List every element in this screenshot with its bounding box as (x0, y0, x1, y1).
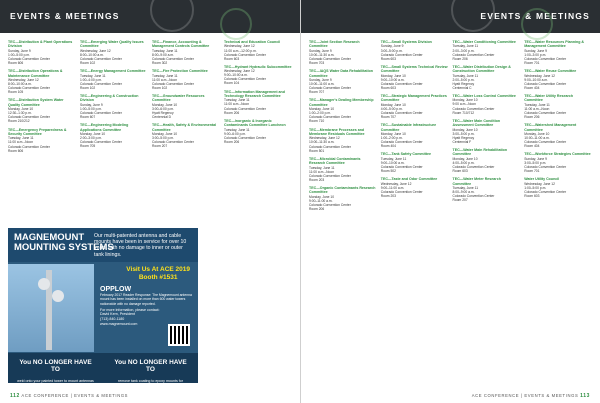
meeting-detail: 1:00–5:00 p.m. (8, 52, 30, 57)
meeting-entry (453, 94, 521, 115)
meeting-name: TEC—Emerging Water Quality Issues Committee (80, 40, 144, 49)
meeting-detail: Sunday, June 9 (524, 48, 547, 53)
meeting-entry (381, 40, 449, 61)
meeting-detail: Colorado Convention Center (524, 140, 567, 145)
meeting-detail: 8:00–9:00 a.m. (452, 190, 475, 195)
meeting-detail: Colorado Convention Center (524, 57, 567, 61)
meeting-detail: Colorado Convention Center (380, 140, 423, 145)
meeting-entry (152, 40, 220, 65)
meeting-detail: Tuesday, June 11 (8, 136, 34, 141)
ad-footer-left-text: weld onto your painted tower to mount antennas or cables. (17, 379, 94, 388)
meeting-detail: 10:00–11:00 a.m. (309, 82, 335, 87)
meeting-detail: Monday, June 10 (452, 98, 478, 103)
meeting-detail: 2:00–3:00 p.m. (80, 136, 102, 141)
meeting-entry (224, 119, 292, 144)
meeting-detail: Colorado Convention Center (452, 52, 495, 57)
meeting-detail: 8:00–10:00 a.m. (80, 52, 104, 57)
ad-footer-left-heading: You NO LONGER HAVE TO (19, 359, 92, 373)
meeting-name: TEC—Manager's Dealing Membership Committee (309, 98, 374, 107)
meeting-detail: Room 404 (524, 85, 540, 90)
meeting-entry (152, 94, 220, 119)
meeting-detail: 10:00–11:30 a.m. (309, 140, 335, 145)
meeting-entry (524, 94, 592, 119)
meeting-entry (80, 123, 148, 148)
meeting-detail: 9:00–6:00 p.m. (224, 131, 246, 136)
meeting-name: TEC—Fire Protection Committee (152, 69, 208, 74)
meeting-detail: 9:00–10:00 a.m. (380, 77, 405, 82)
meeting-name: TEC—Emergency Preparedness & Security Committee (8, 127, 67, 136)
meeting-detail: Wednesday, June 12 (8, 78, 39, 82)
meeting-entry (309, 186, 377, 211)
meeting-detail: 11:00 a.m.–Noon (309, 169, 335, 174)
meeting-name: TEC—Health, Safety & Environmental Committee (152, 123, 217, 132)
meeting-entry (381, 123, 449, 148)
meeting-detail: 11:00 a.m.–Noon (524, 106, 550, 111)
meeting-detail: Monday, June 10 (380, 102, 406, 107)
meeting-detail: Monday, June 10 (380, 131, 406, 136)
meeting-detail: Wednesday, June 12 (80, 48, 111, 53)
meeting-entry (152, 123, 220, 148)
meeting-detail: 9:00–10:00 a.m. (524, 77, 549, 82)
meeting-entry (381, 94, 449, 119)
meeting-detail: Room 710/712 (452, 110, 475, 115)
meeting-entry (524, 40, 592, 65)
meeting-detail: Monday, June 10 (380, 73, 406, 78)
meeting-detail: Sunday, June 9 (80, 102, 103, 107)
right-footer (472, 393, 590, 399)
meeting-detail: Room 502 (380, 169, 396, 174)
meeting-detail: Room 701 (524, 169, 540, 174)
meeting-name: TEC—Tank Safety Committee (380, 152, 432, 157)
meeting-detail: Room 302 (152, 61, 168, 66)
meeting-entry (8, 98, 76, 123)
meeting-detail: 1:00–2:00 p.m. (380, 136, 403, 141)
ad-footer-right (103, 353, 198, 388)
meeting-detail: Hyatt Regency (452, 81, 475, 86)
right-page (300, 0, 600, 403)
ad-header (8, 228, 198, 262)
meeting-detail: 3:00–5:00 p.m. (152, 136, 174, 141)
meeting-name: TEC—Water Distribution Design & Construction Committee (452, 64, 511, 74)
meeting-detail: Tuesday, June 11 (309, 165, 335, 170)
ad-footer-left (8, 353, 103, 388)
meeting-entry (152, 69, 220, 90)
magnemount-ad (8, 228, 198, 388)
meeting-detail: Colorado Convention Center (452, 194, 495, 199)
meeting-detail: Room 501 (309, 148, 325, 153)
meeting-detail: 9:00 a.m.–Noon (452, 102, 476, 107)
meeting-name: TEC—Watershed Management Committee (524, 123, 577, 132)
meeting-entry (453, 65, 521, 90)
left-footer-text: ACE CONFERENCE | EVENTS & MEETINGS (21, 393, 129, 398)
meeting-detail: Colorado Convention Center (452, 164, 495, 169)
meeting-detail: Colorado Convention Center (80, 81, 122, 86)
left-footer (10, 393, 128, 399)
meeting-detail: Monday, June 10 (452, 156, 478, 161)
meeting-detail: Room 607 (80, 115, 96, 120)
meeting-detail: Wednesday, June 12 (524, 181, 555, 186)
meeting-detail: Room 707 (309, 90, 325, 95)
meeting-detail: Monday, June 10 (309, 194, 335, 199)
meeting-detail: Room 404 (380, 144, 396, 149)
meeting-detail: Colorado Convention Center (309, 86, 351, 91)
meeting-detail: Room 603 (452, 169, 468, 174)
schedule-column (152, 40, 220, 157)
meeting-name: TEC—Water Conditioning Committee (452, 40, 516, 44)
meeting-detail: Colorado Convention Center (309, 144, 351, 149)
meeting-detail: Colorado Convention Center (524, 110, 567, 115)
meeting-name: TEC—Water Reuse Committee (524, 69, 577, 74)
right-footer-text: ACE CONFERENCE | EVENTS & MEETINGS (471, 393, 579, 398)
ad-contact-line2: David Kern, President (100, 312, 135, 317)
meeting-detail: Room 705 (80, 144, 96, 149)
meeting-name: TEC—Small Systems Technical Review Committee (380, 64, 448, 74)
meeting-name: TEC—Strategic Management Practices Committee (380, 93, 447, 103)
meeting-entry (524, 177, 592, 198)
meeting-detail: Room 206 (224, 139, 240, 144)
meeting-detail: Colorado Convention Center (524, 189, 567, 194)
meeting-detail: Room 206 (224, 110, 240, 115)
meeting-name: TEC—Water Main Condition Assessment Committee (452, 118, 501, 128)
left-banner (0, 0, 300, 33)
meeting-detail: 1:00–5:00 p.m. (524, 185, 547, 190)
ad-info (100, 286, 192, 326)
meeting-detail: Monday, June 10 (8, 107, 34, 112)
meeting-detail: 9:00–10:00 a.m. (224, 73, 248, 78)
schedule-column (524, 40, 592, 215)
ad-contact-line3: (713) 840-1180 (100, 317, 125, 322)
meeting-detail: Hyatt Regency (452, 135, 475, 140)
meeting-detail: Room 207 (152, 144, 168, 149)
ad-footer-right-text: remove tank coating to epoxy mounts for antennas or cables. (118, 379, 183, 388)
meeting-name: TEC—Distribution & Plant Operations Division (8, 40, 73, 49)
schedule-column (80, 40, 148, 157)
meeting-detail: Colorado Convention Center (452, 106, 495, 111)
ad-visit-booth (126, 266, 190, 281)
right-banner-title: EVENTS & MEETINGS (480, 11, 590, 21)
meeting-detail: Room 102 (152, 85, 168, 90)
antenna-dish-icon (38, 278, 50, 290)
meeting-entry (524, 123, 592, 148)
meeting-detail: Monday, June 10 (152, 131, 178, 136)
meeting-entry (80, 40, 148, 65)
meeting-detail: Tuesday, June 11 (80, 73, 106, 78)
meeting-detail: 1:00–2:00 p.m. (309, 111, 331, 116)
meeting-detail: Room 207 (452, 198, 468, 203)
meeting-detail: Sunday, June 9 (524, 156, 547, 161)
qr-code-icon (168, 324, 190, 346)
meeting-detail: Colorado Convention Center (224, 106, 266, 111)
meeting-name: TEC—Membrane Processes and Membrane Residuals Committee (309, 127, 365, 136)
meeting-entry (309, 40, 377, 65)
meeting-entry (381, 152, 449, 173)
meeting-detail: Centennial D (152, 115, 172, 120)
meeting-detail: 11:00 a.m.–12:00 p.m. (224, 48, 257, 53)
ad-footer-right-heading: You NO LONGER HAVE TO (114, 359, 187, 373)
meeting-detail: Monday, June 10 (80, 131, 106, 136)
meeting-detail: Monday, June 10 (309, 107, 335, 112)
meeting-detail: Colorado Convention Center (380, 189, 423, 194)
meeting-detail: Room 206 (452, 56, 468, 61)
ad-contact-line4: www.magnemount.com (100, 321, 138, 326)
meeting-detail: Colorado Convention Center (309, 173, 351, 178)
meeting-detail: 11:00 a.m.–Noon (152, 77, 178, 82)
meeting-name: TEC—Joint Section Research Committee (309, 40, 360, 49)
meeting-detail: Room 206 (524, 115, 540, 120)
meeting-name: TEC—Water Main Rehabilitation Committee (452, 147, 508, 157)
meeting-detail: Centennial C (452, 85, 472, 90)
meeting-entry (381, 177, 449, 198)
meeting-entry (453, 119, 521, 144)
meeting-name: TEC—Energy Management Committee (80, 69, 146, 74)
meeting-name: TEC—Finance, Accounting & Management Controls Committee (152, 40, 210, 49)
schedule-column (224, 40, 292, 157)
meeting-detail: Room 210/212 (8, 119, 30, 124)
meeting-detail: Colorado Convention Center (224, 135, 266, 140)
meeting-entry (309, 69, 377, 94)
meeting-detail: Colorado Convention Center (8, 144, 50, 149)
meeting-detail: 12:30–1:30 p.m. (8, 111, 32, 116)
left-banner-title: EVENTS & MEETINGS (10, 11, 120, 21)
schedule-column (309, 40, 377, 215)
meeting-detail: Colorado Convention Center (152, 81, 194, 86)
meeting-name: TEC—Water Loss Control Committee (452, 93, 516, 98)
meeting-detail: 3:00–5:00 p.m. (452, 131, 475, 136)
meeting-detail: Colorado Convention Center (224, 52, 266, 57)
meeting-detail: Colorado Convention Center (309, 115, 351, 120)
ad-contact-line1: For more information, please contact: (100, 307, 160, 312)
meeting-detail: Colorado Convention Center (80, 140, 122, 145)
meeting-detail: 3:00–5:00 p.m. (380, 48, 403, 53)
meeting-detail: Room 603 (380, 85, 396, 90)
meeting-detail: Colorado Convention Center (8, 86, 50, 91)
meeting-entry (8, 128, 76, 153)
antenna-dish-icon (52, 290, 64, 302)
meeting-entry (309, 157, 377, 182)
meeting-detail: 8:00–10:00 a.m. (8, 82, 32, 87)
meeting-entry (8, 40, 76, 65)
left-page-number: 112 (10, 393, 20, 399)
meeting-detail: Room 102 (80, 61, 96, 66)
meeting-name: Technical and Education Council (224, 40, 281, 44)
meeting-name: TEC—Information Management and Technology Research Committee (224, 89, 285, 98)
meeting-name: Water Utility Council (524, 177, 560, 182)
meeting-detail: Room 206 (309, 207, 325, 212)
meeting-detail: 8:00–9:00 a.m. (152, 52, 174, 57)
meeting-name: TEC—Taste and Odor Committee (380, 177, 438, 182)
meeting-detail: Wednesday, June 12 (524, 73, 555, 78)
meeting-detail: Colorado Convention Center (524, 81, 567, 86)
meeting-detail: Centennial F (452, 139, 472, 144)
meeting-detail: Wednesday, June 12 (224, 69, 255, 74)
ad-tower-photo (8, 264, 94, 352)
meeting-entry (453, 177, 521, 202)
meeting-detail: Colorado Convention Center (80, 57, 122, 61)
meeting-entry (453, 148, 521, 173)
meeting-detail: Room 105 (8, 90, 24, 95)
meeting-entry (80, 94, 148, 119)
meeting-name: TEC—Microbial Contaminants Research Committee (309, 156, 361, 166)
meeting-detail: Colorado Convention Center (152, 57, 194, 61)
meeting-detail: Sunday, June 9 (8, 48, 31, 53)
meeting-detail: 2:00–5:00 p.m. (452, 77, 475, 82)
meeting-entry (381, 65, 449, 90)
meeting-entry (309, 98, 377, 123)
meeting-detail: Tuesday, June 11 (452, 73, 479, 78)
meeting-detail: Room 710 (309, 119, 325, 124)
meeting-detail: Colorado Convention Center (524, 164, 567, 169)
meeting-name: TEC—Water Meter Research Committee (452, 177, 501, 186)
meeting-name: TEC—Sustainable Infrastructure Committee (380, 123, 437, 132)
meeting-detail: 11:00 a.m.–Noon (224, 102, 250, 107)
meeting-detail: Sunday, June 9 (309, 78, 332, 82)
meeting-name: TEC—IAQS Water Data Rehabilitation Committee (309, 69, 373, 78)
meeting-detail: Colorado Convention Center (380, 81, 423, 86)
right-columns (309, 40, 592, 215)
meeting-detail: 9:00–11:00 a.m. (309, 198, 333, 203)
left-columns (8, 40, 292, 157)
meeting-detail: Room 606 (8, 61, 24, 66)
meeting-entry (453, 40, 521, 61)
meeting-detail: Room 603 (224, 56, 240, 61)
meeting-detail: Room 606 (8, 148, 24, 153)
meeting-name: TEC—Workforce Strategies Committee (524, 152, 591, 157)
meeting-detail: Room 203 (309, 177, 325, 182)
ad-footer (8, 353, 198, 388)
meeting-name: TEC—Small Systems Division (380, 40, 432, 44)
meeting-entry (8, 69, 76, 94)
meeting-detail: Tuesday, June 11 (452, 185, 479, 190)
meeting-detail: Monday, June 10 (452, 127, 478, 132)
meeting-detail: 1:00–3:00 p.m. (524, 52, 547, 57)
meeting-detail: 9:00–11:00 a.m. (380, 185, 405, 190)
ad-tagline: Our multi-patented antenna and cable mounts have been in service for over 10 years with no damage to inner or outer tank linings. (94, 233, 187, 258)
meeting-detail: Colorado Convention Center (80, 110, 122, 115)
meeting-entry (224, 40, 292, 61)
meeting-detail: Sunday, June 9 (309, 48, 332, 53)
meeting-detail: Room 603 (380, 56, 396, 61)
meeting-detail: Wednesday, June 12 (309, 136, 340, 141)
meeting-detail: 2:00–3:00 p.m. (452, 48, 475, 53)
meeting-detail: 1:00–5:00 p.m. (80, 106, 102, 111)
meeting-detail: 11:00 a.m.–Noon (8, 140, 34, 145)
meeting-detail: Room 404 (524, 144, 540, 149)
meeting-detail: Hyatt Regency (152, 110, 174, 115)
right-page-number: 113 (580, 393, 590, 399)
ad-oppl-heading: OPPLOW (100, 286, 132, 293)
meeting-entry (524, 152, 592, 173)
meeting-detail: 3:00–6:00 p.m. (152, 106, 174, 111)
meeting-detail: Colorado Convention Center (309, 202, 351, 207)
meeting-detail: 3:00–5:00 p.m. (524, 160, 547, 165)
meeting-detail: Room 701 (524, 61, 540, 66)
meeting-detail: Room 703 (309, 61, 325, 66)
meeting-detail: Room 707 (380, 115, 396, 120)
meeting-detail: Room 603 (524, 193, 540, 198)
ad-brand-line1: MAGNEMOUNT (14, 232, 85, 243)
meeting-entry (224, 65, 292, 86)
meeting-detail: Colorado Convention Center (8, 115, 50, 120)
meeting-detail: 9:00–10:00 a.m. (380, 160, 405, 165)
meeting-detail: Colorado Convention Center (224, 77, 266, 82)
meeting-detail: Colorado Convention Center (8, 57, 50, 61)
meeting-detail: Colorado Convention Center (309, 57, 351, 61)
meeting-detail: Tuesday, June 11 (380, 156, 407, 161)
meeting-detail: Wednesday, June 12 (224, 44, 255, 49)
schedule-column (8, 40, 76, 157)
meeting-detail: Monday, June 10 (152, 102, 178, 107)
right-banner (301, 0, 600, 33)
meeting-name: TEC—Distribution Operations & Maintenance Committee (8, 69, 63, 78)
meeting-detail: Colorado Convention Center (380, 164, 423, 169)
meeting-detail: 1:00–4:00 p.m. (80, 77, 102, 82)
meeting-name: TEC—Water Resources Planning & Management Committee (524, 40, 585, 49)
meeting-name: TEC—Organic Contaminants Research Committee (309, 185, 376, 195)
meeting-detail: Tuesday, June 11 (224, 98, 250, 103)
meeting-entry (309, 128, 377, 153)
meeting-detail: Sunday, June 9 (380, 44, 404, 49)
meeting-name: TEC—Water Utility Research Committee (524, 93, 574, 103)
meeting-entry (224, 90, 292, 115)
ad-visit-line1: Visit Us At ACE 2019 (126, 266, 190, 273)
meeting-detail: Room 104 (224, 81, 240, 86)
meeting-detail: 4:00–5:00 p.m. (380, 106, 403, 111)
schedule-column (381, 40, 449, 215)
meeting-name: TEC—Distribution System Water Quality Committee (8, 98, 64, 107)
meeting-entry (80, 69, 148, 90)
meeting-detail: 10:00–11:30 a.m. (309, 52, 335, 57)
meeting-detail: Wednesday, June 12 (380, 181, 412, 186)
ad-brand-line2: MOUNTING SYSTEMS (14, 242, 114, 253)
meeting-detail: Tuesday, June 11 (452, 44, 479, 49)
meeting-detail: Room 203 (380, 193, 396, 198)
meeting-name: TEC—Engineering Modeling Applications Committee (80, 123, 129, 132)
meeting-name: TEC—Engineering & Construction Division (80, 93, 139, 103)
ad-visit-line2: Booth #1531 (138, 273, 178, 281)
meeting-detail: Tuesday, June 11 (152, 48, 178, 53)
meeting-entry (524, 69, 592, 90)
schedule-column (453, 40, 521, 215)
meeting-name: TEC—Inorganic & Inorganic Contaminants Committee Luncheon (224, 118, 286, 128)
ad-oppl-text: February 2017 Reader Response: The Magnemount antenna mount has been installed on more than 600 water towers nationwide with no damage reported. (100, 293, 192, 306)
meeting-detail: Tuesday, June 11 (524, 102, 550, 107)
meeting-detail: Colorado Convention Center (380, 110, 423, 115)
meeting-detail: Tuesday, June 11 (152, 73, 178, 78)
meeting-detail: 4:00–5:00 p.m. (452, 160, 475, 165)
meeting-detail: Colorado Convention Center (380, 52, 423, 57)
meeting-detail: Monday, June 10 (524, 131, 550, 136)
meeting-name: TEC—Groundwater Resources Committee (152, 93, 205, 103)
meeting-detail: 10:00–11:00 a.m. (524, 136, 550, 141)
meeting-detail: Room 102 (80, 85, 96, 90)
meeting-detail: Colorado Convention Center (152, 140, 194, 145)
meeting-detail: Tuesday, June 11 (224, 127, 250, 132)
meeting-name: TEC—Hydrant Hydraulic Subcommittee (224, 64, 292, 69)
